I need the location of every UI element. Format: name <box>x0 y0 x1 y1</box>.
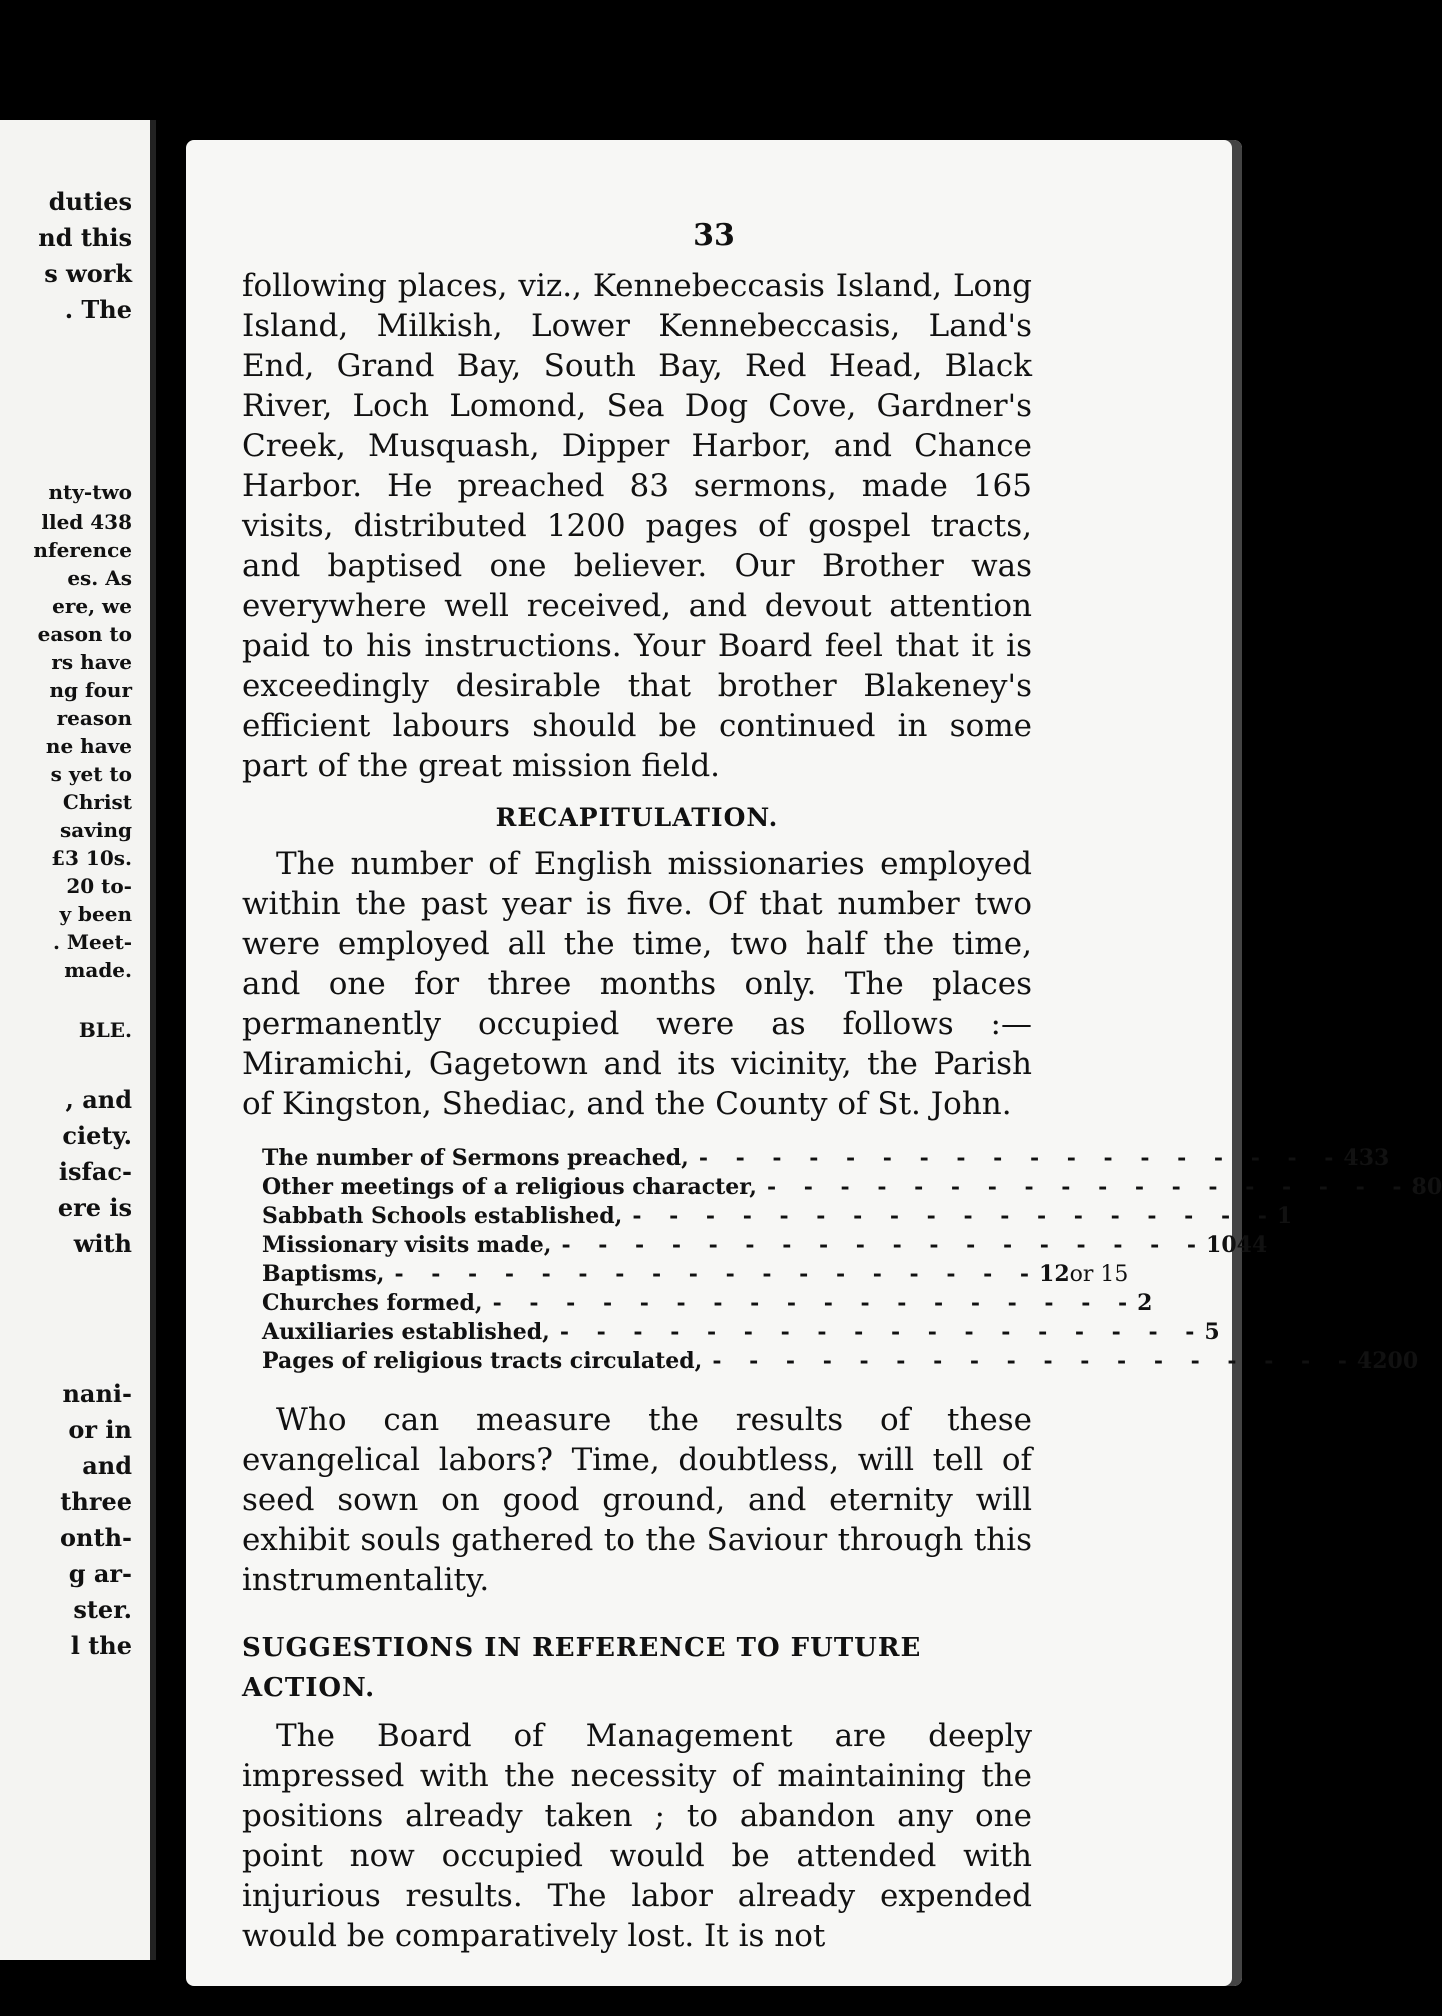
heading-suggestions: SUGGESTIONS IN REFERENCE TO FUTURE ACTION. <box>242 1633 922 1703</box>
stat-row <box>262 1144 1390 1173</box>
stat-label: Other meetings of a religious character, <box>262 1174 757 1200</box>
stat-leader: - - - - - - - - - - - - - - - - - - <box>561 1232 1207 1258</box>
left-line: Christ <box>62 790 132 814</box>
left-line: es. As <box>67 566 132 590</box>
left-line: , and <box>65 1085 132 1114</box>
stat-label: Pages of religious tracts circulated, <box>262 1348 703 1374</box>
stat-leader: - - - - - - - - - - - - - - - - - - <box>394 1261 1040 1287</box>
left-line: isfac- <box>58 1157 132 1186</box>
left-line: s work <box>44 259 132 288</box>
left-line: eason to <box>37 622 132 646</box>
stat-label: The number of Sermons preached, <box>262 1145 689 1171</box>
stat-label: Churches formed, <box>262 1290 483 1316</box>
stat-value: 1044 <box>1206 1232 1268 1258</box>
stat-row <box>262 1289 1153 1318</box>
left-line: g ar- <box>68 1559 132 1588</box>
left-line: or in <box>68 1415 132 1444</box>
stat-label: Sabbath Schools established, <box>262 1203 623 1229</box>
paragraph-results: Who can measure the results of these evangelical labors? Time, doubtless, will tell of seed sown on good ground, and eternity will exhibit souls gathered to the Saviour through this instrumentality. <box>242 1402 1032 1598</box>
left-line: made. <box>64 958 132 982</box>
left-line: ster. <box>73 1595 132 1624</box>
left-line: . Meet- <box>52 930 132 954</box>
stat-value: 1 <box>1276 1203 1293 1229</box>
left-line: lled 438 <box>41 510 132 534</box>
stat-row <box>262 1260 1129 1289</box>
stat-label: Baptisms, <box>262 1261 385 1287</box>
left-line: reason <box>56 706 132 730</box>
left-line: ng four <box>49 678 132 702</box>
stat-label: Missionary visits made, <box>262 1232 552 1258</box>
page-content <box>242 266 1442 1956</box>
left-line: ne have <box>45 734 132 758</box>
left-line: £3 10s. <box>51 846 132 870</box>
book-page <box>186 140 1442 1986</box>
paragraph-board: The Board of Management are deeply impressed with the necessity of maintaining the positions already taken ; to abandon any one point now occupied would be attended with injurious results. The labor already expended would be comparatively lost. It is not <box>242 1718 1032 1954</box>
stat-leader: - - - - - - - - - - - - - - - - - - <box>632 1203 1277 1229</box>
stat-row <box>262 1231 1268 1260</box>
stat-value: 2 <box>1137 1290 1153 1316</box>
left-line: BLE. <box>78 1018 132 1042</box>
left-line: duties <box>48 187 132 216</box>
stat-leader: - - - - - - - - - - - - - - - - - - <box>766 1174 1412 1200</box>
left-line: three <box>60 1487 132 1516</box>
stat-value: 80 <box>1411 1174 1442 1200</box>
stat-leader: - - - - - - - - - - - - - - - - - - <box>698 1145 1344 1171</box>
heading-recapitulation: RECAPITULATION. <box>495 803 779 832</box>
stat-row <box>262 1202 1293 1231</box>
stat-row <box>262 1318 1220 1347</box>
stat-leader: - - - - - - - - - - - - - - - - - - <box>712 1348 1357 1374</box>
left-line: and <box>82 1451 132 1480</box>
left-line: saving <box>60 818 132 842</box>
stat-extra: or 15 <box>1069 1262 1129 1287</box>
stat-row <box>262 1173 1442 1202</box>
left-line: nd this <box>38 223 132 252</box>
paragraph-missionaries: The number of English missionaries employed within the past year is five. Of that number two were employed all the time, two half the time, and one for three months only. The places permanently occupied were as follows :—Miramichi, Gagetown and its vicinity, the Parish of Kingston, Shediac, and the County of St. John. <box>242 846 1032 1122</box>
page-number: 33 <box>693 218 735 253</box>
left-line: ere is <box>57 1193 132 1222</box>
left-line: . The <box>64 295 132 324</box>
stat-value: 433 <box>1343 1145 1390 1171</box>
left-line: ere, we <box>52 594 132 618</box>
left-line: rs have <box>51 650 132 674</box>
left-line: nani- <box>62 1379 132 1408</box>
stat-leader: - - - - - - - - - - - - - - - - - - <box>492 1290 1138 1316</box>
left-line: with <box>73 1229 132 1258</box>
paragraph-places: following places, viz., Kennebeccasis Island, Long Island, Milkish, Lower Kennebeccasis, Land's End, Grand Bay, South Bay, Red Head, Black River, Loch Lomond, Sea Dog Cove, Gardner's Creek, Musquash, Dipper Harbor, and Chance Harbor. He preached 83 sermons, made 165 visits, distributed 1200 pages of gospel tracts, and baptised one believer. Our Brother was everywhere well received, and devout attention paid to his instructions. Your Board feel that it is exceedingly desirable that brother Blakeney's efficient labours should be continued in some part of the great mission field. <box>242 268 1032 784</box>
left-line: s yet to <box>50 762 132 786</box>
left-line: ciety. <box>62 1121 132 1150</box>
stat-value: 4200 <box>1356 1348 1419 1374</box>
left-line: l the <box>70 1631 132 1660</box>
left-line: nference <box>33 538 132 562</box>
stat-value: 5 <box>1204 1319 1220 1345</box>
stat-value: 12 <box>1039 1261 1070 1287</box>
left-line: y been <box>59 902 132 926</box>
stat-label: Auxiliaries established, <box>262 1319 550 1345</box>
left-line: onth- <box>60 1523 132 1552</box>
stat-leader: - - - - - - - - - - - - - - - - - - <box>559 1319 1205 1345</box>
left-line: nty-two <box>48 480 132 504</box>
left-facing-page <box>0 120 156 1960</box>
statistics-table <box>262 1144 1442 1376</box>
left-line: 20 to- <box>66 874 132 898</box>
stat-row <box>262 1347 1419 1376</box>
